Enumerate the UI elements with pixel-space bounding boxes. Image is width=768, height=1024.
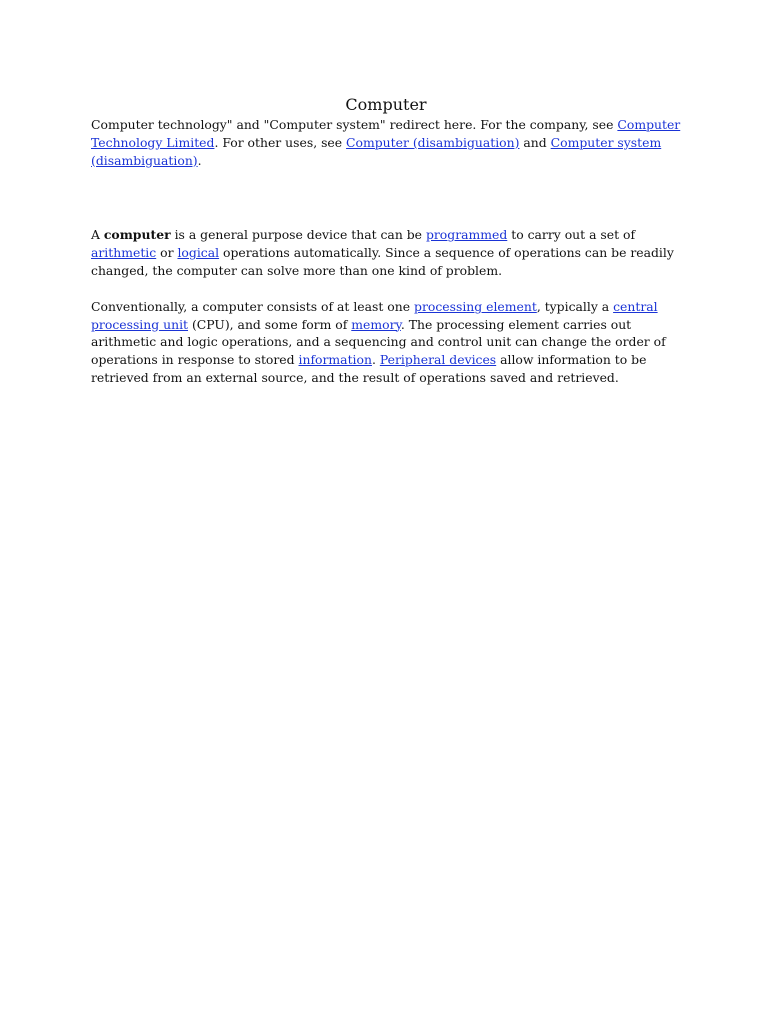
para-text: is a general purpose device that can be (170, 227, 426, 243)
document-page (91, 94, 681, 387)
term-computer: computer (103, 227, 171, 243)
link-processing-element[interactable]: processing element (414, 298, 537, 314)
link-central-processing-unit[interactable]: central processing unit (91, 298, 658, 332)
para-text: . The processing element carries out arithmetic and logic operations, and a sequencing and control unit can change the order of operations in response to stored (91, 316, 666, 368)
hatnote-text: and (519, 134, 551, 150)
para-text: or (156, 245, 178, 261)
link-computer-disambiguation[interactable]: Computer (disambiguation) (346, 134, 520, 150)
para-text: , typically a (536, 298, 614, 314)
hatnote-text: Computer technology" and "Computer system" redirect here. For the company, see (91, 117, 618, 132)
link-peripheral-devices[interactable]: Peripheral devices (379, 352, 497, 368)
link-logical[interactable]: logical (177, 245, 220, 261)
para-text: A (91, 227, 104, 243)
para-text: to carry out a set of (507, 227, 636, 243)
link-memory[interactable]: memory (351, 316, 401, 332)
link-programmed[interactable]: programmed (425, 227, 508, 243)
para-text: . (371, 352, 380, 368)
intro-paragraph (91, 226, 681, 279)
link-computer-technology-limited[interactable]: Computer Technology Limited (91, 117, 681, 150)
page-title: Computer (345, 95, 427, 114)
link-information[interactable]: information (298, 352, 372, 368)
hatnote-text: . (197, 152, 202, 168)
link-arithmetic[interactable]: arithmetic (91, 245, 157, 261)
para-text: allow information to be retrieved from an external source, and the result of operations saved and retrieved. (91, 352, 647, 385)
para-text: (CPU), and some form of (188, 316, 352, 332)
link-computer-system-disambiguation[interactable]: Computer system (disambiguation) (91, 134, 662, 168)
hatnote (91, 116, 681, 169)
para-text: operations automatically. Since a sequence of operations can be readily changed, the computer can solve more than one kind of problem. (91, 245, 674, 278)
hatnote-text: . For other uses, see (214, 134, 347, 150)
components-paragraph (91, 298, 681, 387)
para-text: Conventionally, a computer consists of at least one (91, 298, 415, 314)
